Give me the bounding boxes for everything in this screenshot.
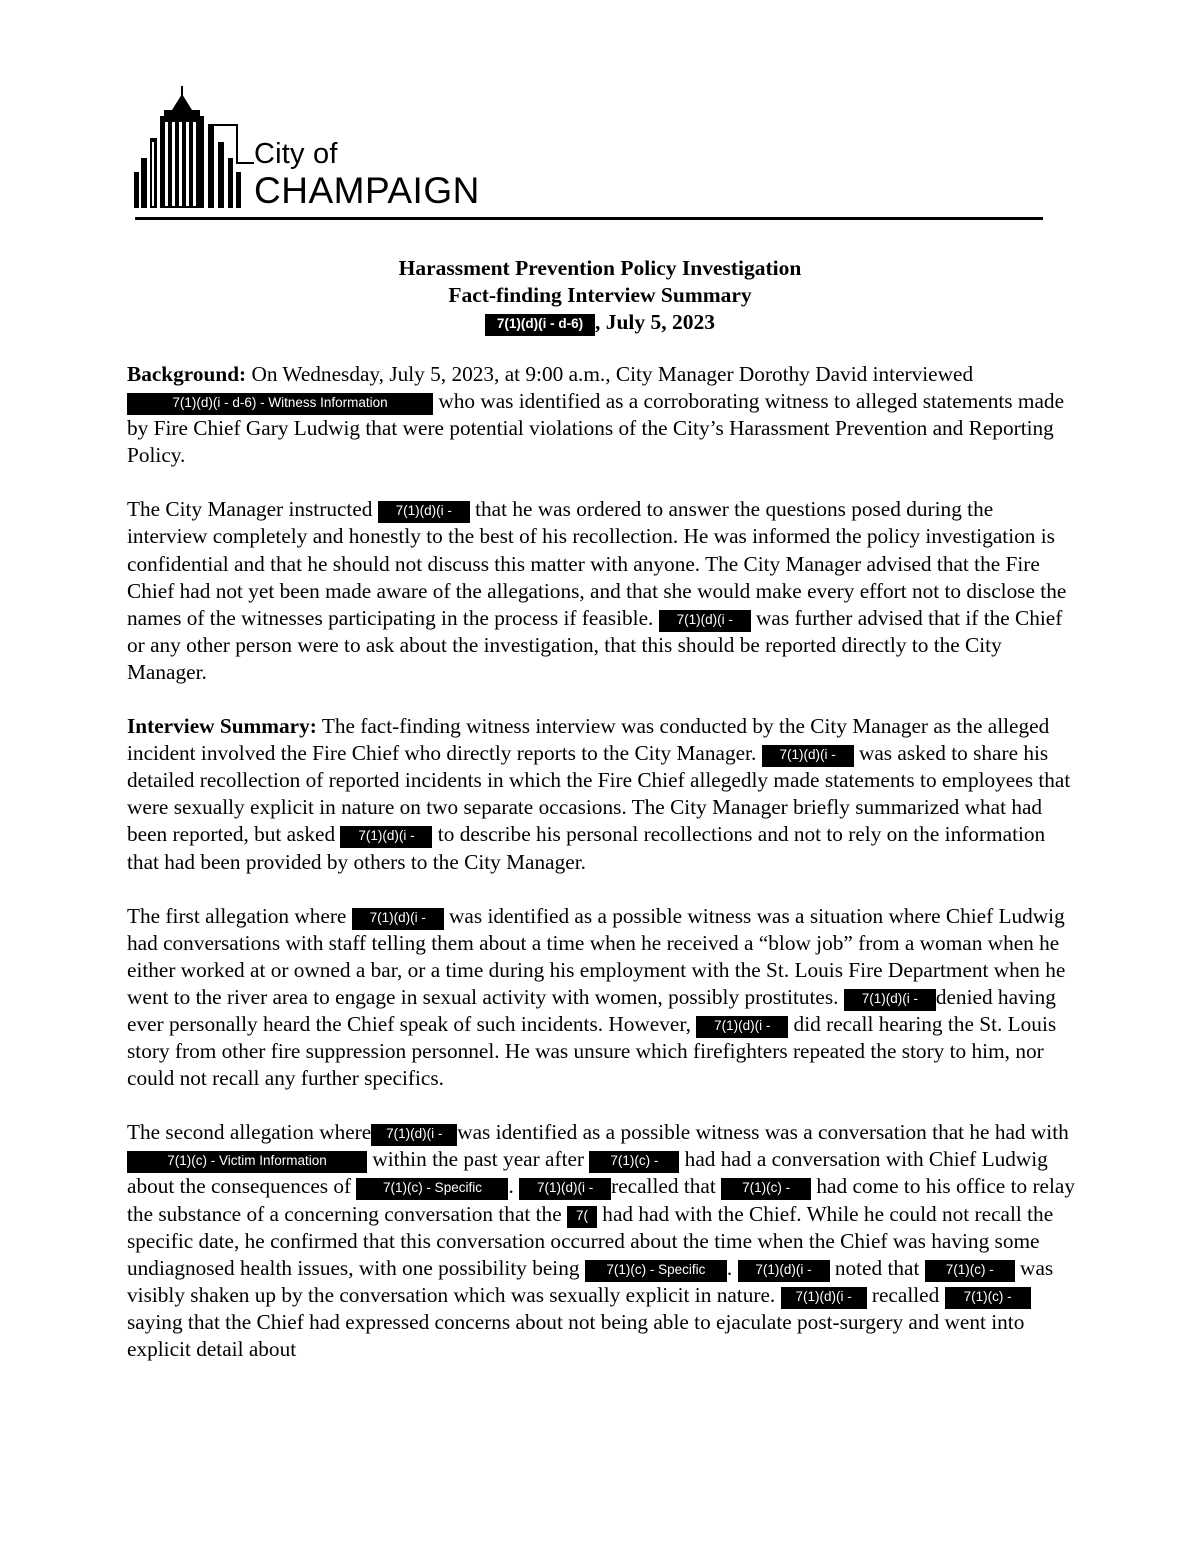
section-label: Interview Summary: (127, 714, 317, 739)
redaction-box: 7(1)(d)(i - d-6) (485, 314, 595, 336)
body-text: was identified as a possible witness was a conversation that he had with (457, 1120, 1069, 1145)
redaction-box: 7(1)(c) - (721, 1178, 811, 1200)
redaction-box: 7(1)(c) - (945, 1287, 1031, 1309)
redaction-box: 7(1)(d)(i - (371, 1124, 457, 1146)
body-text: was asked to share his detailed recollection of reported incidents in which the Fire Chief allegedly made statements to employees that were sexually explicit in nature on two separate occasions. The City Manager briefly summarized what had been reported, but asked (127, 741, 1071, 847)
title-line-3 (0, 309, 1200, 336)
paragraph-instructions (127, 496, 1077, 686)
document-body (127, 361, 1077, 1390)
redaction-box: 7(1)(c) - Victim Information (127, 1151, 367, 1173)
body-text: was identified as a possible witness was a situation where Chief Ludwig had conversations with staff telling them about a time when he received a “blow job” from a woman when he either worked at or owned a bar, or a time during his employment with the St. Louis Fire Department when he went to the river area to engage in sexual activity with women, possibly prostitutes. (127, 903, 1066, 1009)
body-text: who was identified as a corroborating witness to alleged statements made by Fire Chief Gary Ludwig that were potential violations of the City’s Harassment Prevention and Reporting Policy. (127, 389, 1065, 468)
paragraph-first-allegation (127, 903, 1077, 1093)
logo-city-name: CHAMPAIGN (254, 170, 480, 211)
redaction-box: 7(1)(d)(i - d-6) - Witness Information (127, 393, 433, 415)
redaction-box: 7(1)(c) - (925, 1260, 1015, 1282)
body-text: had had a conversation with Chief Ludwig about the consequences of (127, 1147, 1048, 1199)
body-text: recalled (866, 1282, 945, 1307)
redaction-box: 7( (567, 1206, 597, 1228)
body-text: had had with the Chief. While he could not recall the specific date, he confirmed that this conversation occurred about the time when the Chief was having some undiagnosed health issues, with one possibility being (127, 1201, 1054, 1280)
header-divider (135, 217, 1043, 220)
body-text: saying that the Chief had expressed concerns about not being able to ejaculate post-surgery and went into explicit detail about (127, 1309, 1025, 1361)
body-text: The fact-finding witness interview was conducted by the City Manager as the alleged incident involved the Fire Chief who directly reports to the City Manager. (127, 714, 1050, 766)
body-text: denied having ever personally heard the Chief speak of such incidents. However, (127, 984, 1056, 1036)
body-text: within the past year after (367, 1147, 590, 1172)
paragraph-interview-summary (127, 713, 1077, 876)
redaction-box: 7(1)(d)(i - (696, 1016, 788, 1038)
redaction-box: 7(1)(d)(i - (738, 1260, 830, 1282)
body-text: did recall hearing the St. Louis story from other fire suppression personnel. He was unsure which firefighters repeated the story to him, nor could not recall any further specifics. (127, 1011, 1057, 1091)
body-text: was visibly shaken up by the conversation which was sexually explicit in nature. (127, 1255, 1054, 1307)
redaction-box: 7(1)(c) - (589, 1151, 679, 1173)
redaction-box: 7(1)(c) - Specific (585, 1260, 727, 1282)
redaction-box: 7(1)(d)(i - (352, 908, 444, 930)
redaction-box: 7(1)(d)(i - (659, 610, 751, 632)
document-title-block (0, 255, 1200, 336)
title-line-1: Harassment Prevention Policy Investigation (398, 256, 802, 280)
body-text: recalled that (611, 1174, 722, 1199)
body-text: The second allegation where (127, 1120, 372, 1145)
body-text: The City Manager instructed (127, 497, 378, 522)
body-text: . (726, 1255, 738, 1280)
redaction-box: 7(1)(c) - Specific (356, 1178, 508, 1200)
redaction-box: 7(1)(d)(i - (340, 826, 432, 848)
body-text: . (508, 1174, 520, 1199)
redaction-box: 7(1)(d)(i - (519, 1178, 611, 1200)
body-text: On Wednesday, July 5, 2023, at 9:00 a.m., City Manager Dorothy David interviewed (246, 362, 974, 386)
logo-city-of: City of (254, 138, 338, 170)
body-text: that he was ordered to answer the questions posed during the interview completely and honestly to the best of his recollection. He was informed the policy investigation is confidential and that he should not discuss this matter with anyone. The City Manager advised that the Fire Chief had not yet been made aware of the allegations, and that she would make every effort not to disclose the names of the witnesses participating in the process if feasible. (127, 497, 1067, 630)
body-text: noted that (829, 1255, 925, 1280)
section-label: Background: (127, 362, 247, 386)
body-text: to describe his personal recollections and not to rely on the information that had been provided by others to the City Manager. (127, 822, 1046, 874)
body-text: had come to his office to relay the substance of a concerning conversation that the (127, 1174, 1076, 1226)
redaction-box: 7(1)(d)(i - (844, 989, 936, 1011)
redaction-box: 7(1)(d)(i - (762, 745, 854, 767)
paragraph-second-allegation (127, 1119, 1077, 1363)
redaction-box: 7(1)(d)(i - (781, 1287, 867, 1309)
body-text: was further advised that if the Chief or any other person were to ask about the investigation, that this should be reported directly to the City Manager. (127, 605, 1063, 684)
title-date: , July 5, 2023 (594, 310, 716, 334)
redaction-box: 7(1)(d)(i - (378, 501, 470, 523)
paragraph-background (127, 361, 1077, 469)
title-line-2: Fact-finding Interview Summary (448, 283, 752, 307)
body-text: The first allegation where (127, 903, 352, 928)
logo-wordmark (254, 140, 480, 209)
